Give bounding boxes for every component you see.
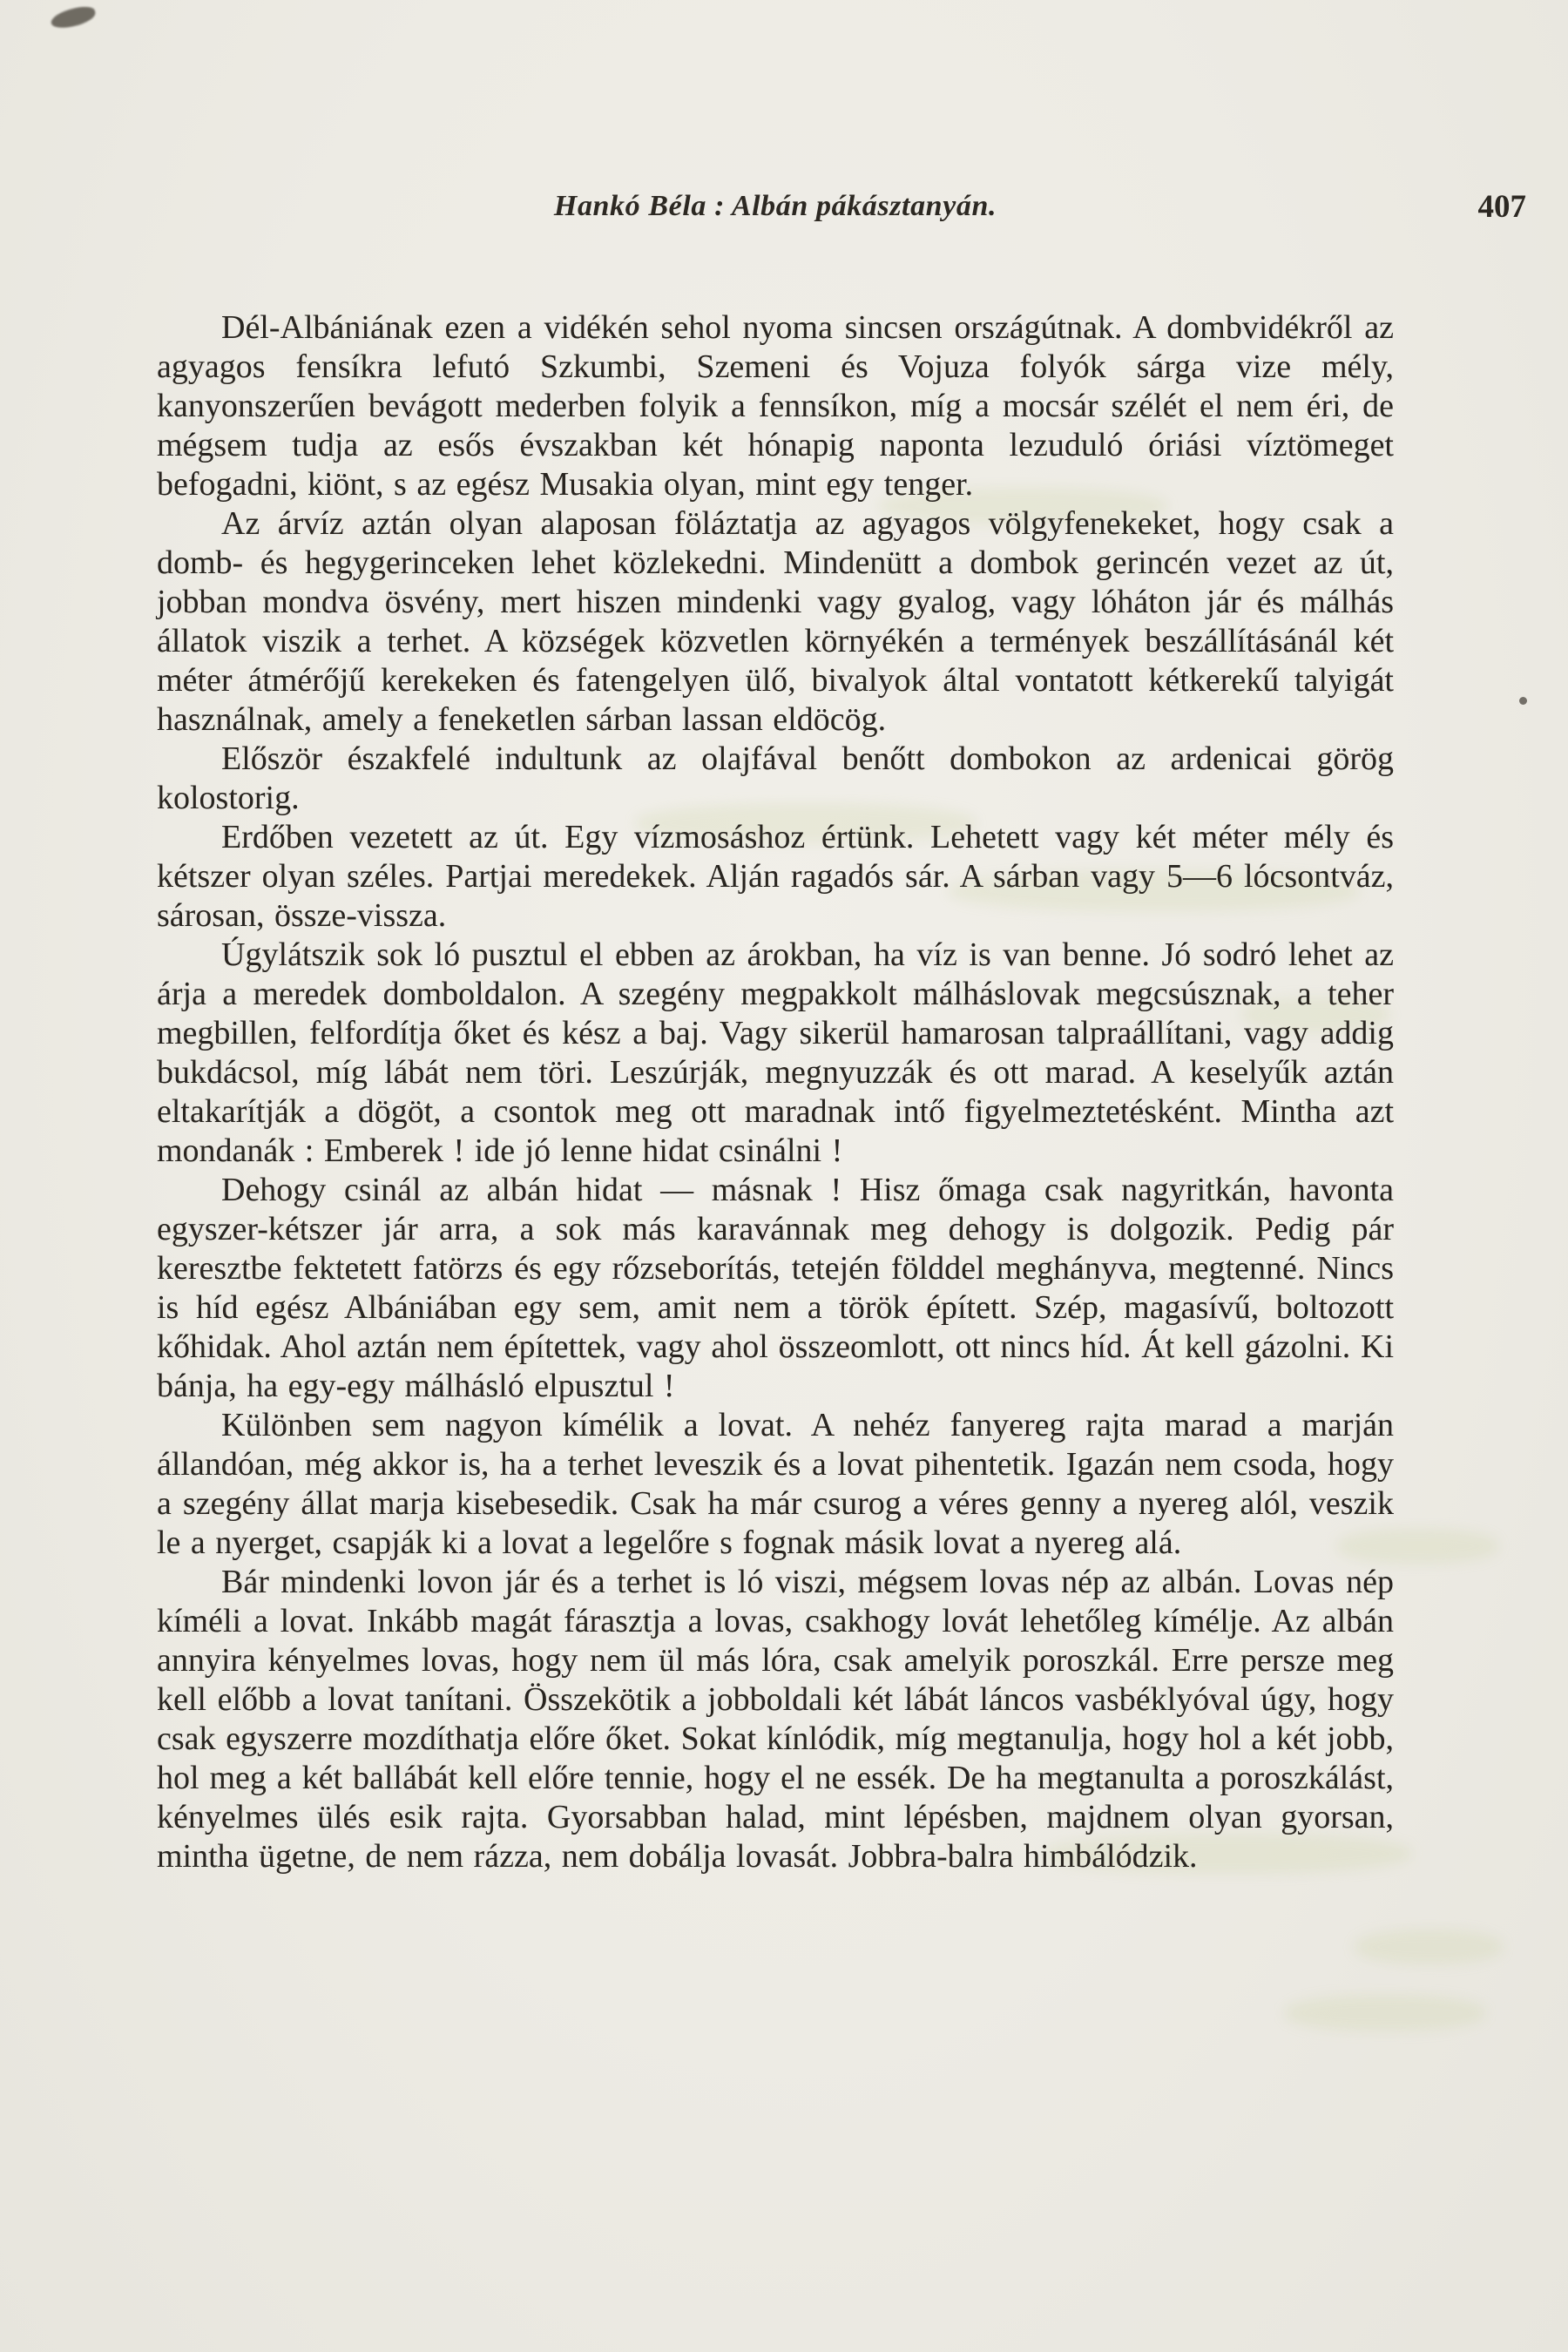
page-number: 407 bbox=[1477, 189, 1526, 225]
paragraph: Úgylátszik sok ló pusztul el ebben az árokban, ha víz is van benne. Jó sodró lehet az árja a meredek domboldalon. A szegény megpakkolt málháslovak megcsúsznak, a teher megbillen, felfordítja őket és kész a baj. Vagy sikerül hamarosan talpraállítani, vagy addig bukdácsol, míg lábát nem töri. Leszúrják, megnyuzzák és ott marad. A keselyűk aztán eltakarítják a dögöt, a csontok meg ott maradnak intő figyelmeztetésként. Mintha azt mondanák : Emberek ! ide jó lenne hidat csinálni ! bbox=[157, 936, 1394, 1169]
paragraph: Dehogy csinál az albán hidat — másnak ! Hisz őmaga csak nagyritkán, havonta egyszer-kétszer jár arra, a sok más karavánnak meg dehogy is dolgozik. Pedig pár keresztbe fektetett fatörzs és egy rőzseborítás, tetején földdel meghányva, megtenné. Nincs is híd egész Albániában egy sem, amit nem a török épített. Szép, magasívű, boltozott kőhidak. Ahol aztán nem építettek, vagy ahol összeomlott, ott nincs híd. Át kell gázolni. Ki bánja, ha egy-egy málhásló elpusztul ! bbox=[157, 1172, 1394, 1404]
paragraph: Erdőben vezetett az út. Egy vízmosáshoz értünk. Lehetett vagy két méter mély és kétszer olyan széles. Partjai meredekek. Alján ragadós sár. A sárban vagy 5—6 lócsontváz, sárosan, össze-vissza. bbox=[157, 819, 1394, 934]
scan-smudge bbox=[1355, 1930, 1503, 1964]
running-title: Hankó Béla : Albán pákásztanyán. bbox=[553, 190, 997, 222]
paragraph: Dél-Albániának ezen a vidékén sehol nyoma sincsen országútnak. A dombvidékről az agyagos fensíkra lefutó Szkumbi, Szemeni és Vojuza folyók sárga vize mély, kanyonszerűen bevágott mederben folyik a fennsíkon, míg a mocsár szélét el nem éri, de mégsem tudja az esős évszakban két hónapig naponta lezuduló óriási víztömeget befogadni, kiönt, s az egész Musakia olyan, mint egy tenger. bbox=[157, 309, 1394, 503]
body-text bbox=[157, 308, 1394, 1876]
paragraph: Először északfelé indultunk az olajfával benőtt dombokon az ardenicai görög kolostorig. bbox=[157, 740, 1394, 816]
paragraph: Különben sem nagyon kímélik a lovat. A nehéz fanyereg rajta marad a marján állandóan, még akkor is, ha a terhet leveszik és a lovat pihentetik. Igazán nem csoda, hogy a szegény állat marja kisebesedik. Csak ha már csurog a véres genny a nyereg alól, veszik le a nyerget, csapják ki a lovat a legelőre s fognak másik lovat a nyereg alá. bbox=[157, 1407, 1394, 1561]
ink-speck-right-margin bbox=[1519, 697, 1527, 705]
paragraph: Bár mindenki lovon jár és a terhet is ló viszi, mégsem lovas nép az albán. Lovas nép kíméli a lovat. Inkább magát fárasztja a lovas, csakhogy lovát lehetőleg kímélje. Az albán annyira kényelmes lovas, hogy nem ül más lóra, csak amelyik poroszkál. Erre persze meg kell előbb a lovat tanítani. Összekötik a jobboldali két lábát láncos vasbéklyóval úgy, hogy csak egyszerre mozdíthatja előre őket. Sokat kínlódik, míg megtanulja, hogy hol a két jobb, hol meg a két ballábát kell előre tennie, hogy el ne essék. De ha megtanulta a poroszkálást, kényelmes ülés esik rajta. Gyorsabban halad, mint lépésben, majdnem olyan gyorsan, mintha ügetne, de nem rázza, nem dobálja lovasát. Jobbra-balra himbálódzik. bbox=[157, 1564, 1394, 1875]
scan-smudge bbox=[1285, 1995, 1485, 2031]
paragraph: Az árvíz aztán olyan alaposan föláztatja az agyagos völgyfenekeket, hogy csak a domb- és hegygerinceken lehet közlekedni. Mindenütt a dombok gerincén vezet az út, jobban mondva ösvény, mert hiszen mindenki vagy gyalog, vagy lóháton jár és málhás állatok viszik a terhet. A községek közvetlen környékén a termények beszállításánál két méter átmérőjű kerekeken és fatengelyen ülő, bivalyok által vontatott kétkerekű talyigát használnak, amely a feneketlen sárban lassan eldöcög. bbox=[157, 505, 1394, 738]
page-header bbox=[157, 189, 1526, 232]
ink-smudge-top-left bbox=[49, 4, 97, 30]
